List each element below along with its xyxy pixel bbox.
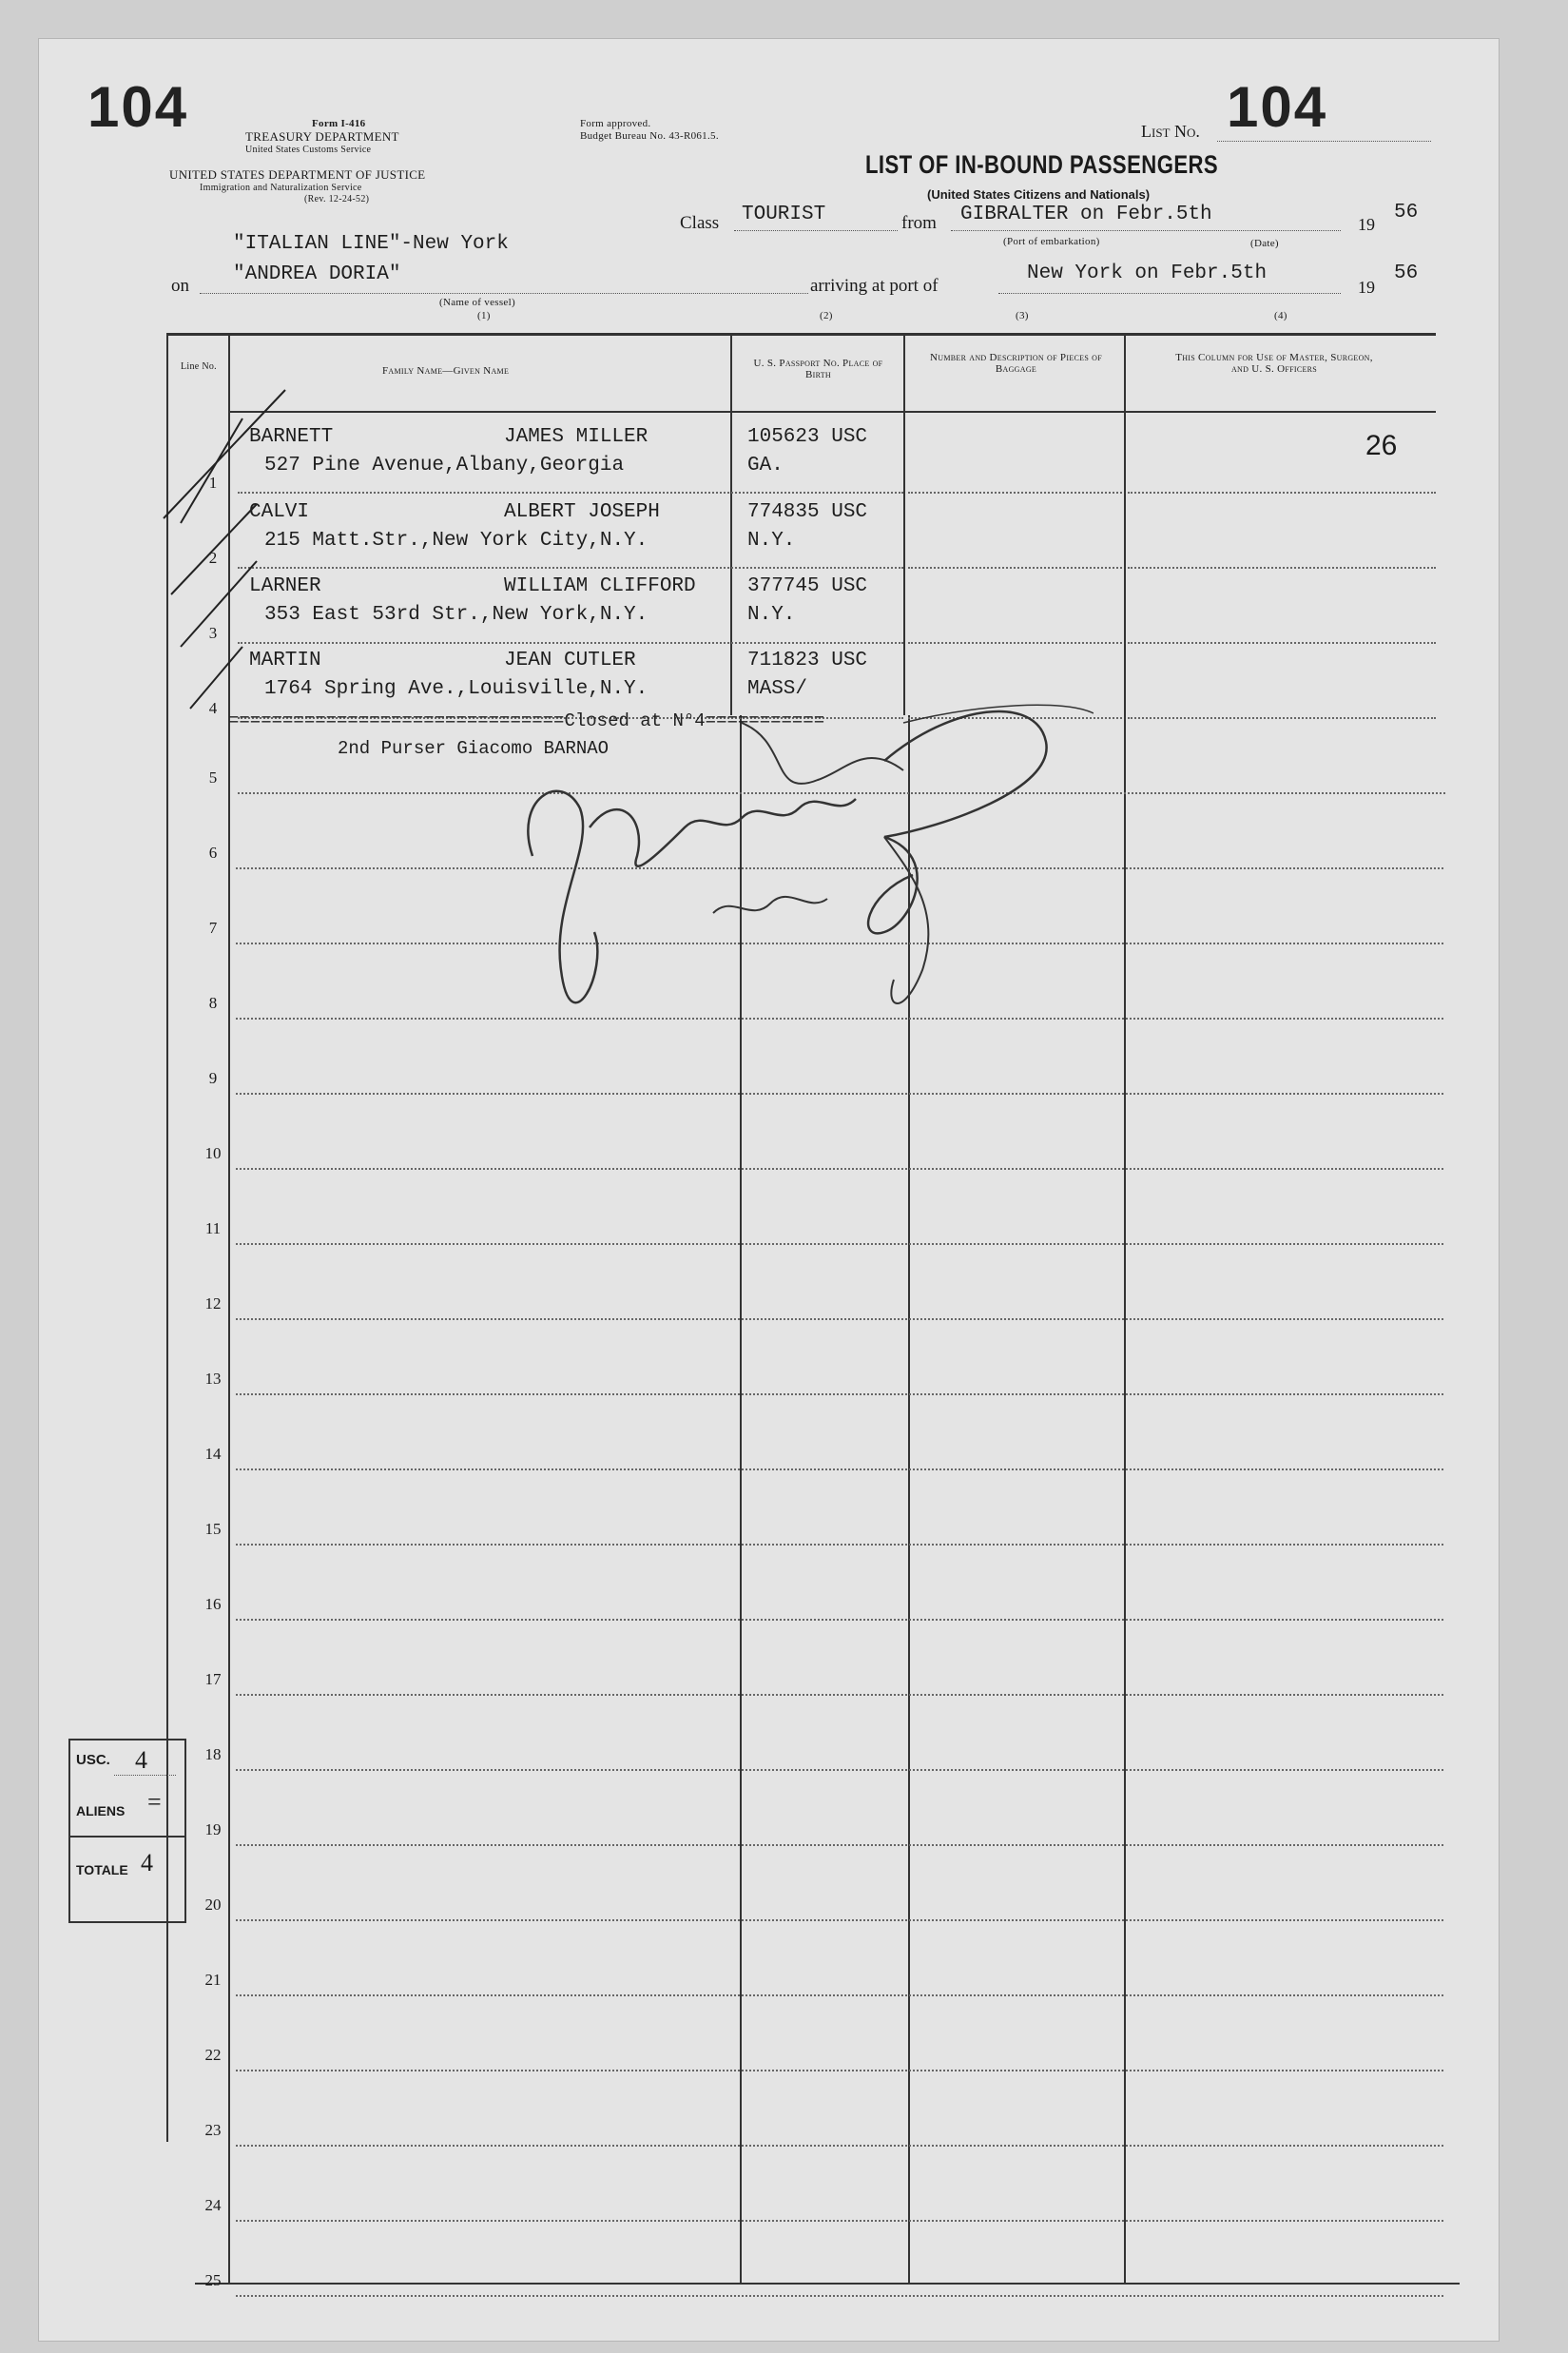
line-number: 23 (204, 2121, 222, 2139)
row-guide-line (1128, 642, 1436, 644)
from-label: from (901, 213, 937, 233)
shipping-line: "ITALIAN LINE"-New York (233, 233, 509, 255)
line-number: 16 (204, 1595, 222, 1613)
row-guide-line (908, 492, 1122, 494)
row-guide-line (238, 567, 903, 569)
list-no-label: List No. (1141, 122, 1200, 141)
check-mark-icon (152, 380, 295, 723)
row-guide-line (236, 1544, 1443, 1546)
row-guide-line (236, 1619, 1443, 1621)
row-guide-line (236, 1844, 1443, 1846)
line-number: 21 (204, 1971, 222, 1989)
justice-dept: UNITED STATES DEPARTMENT OF JUSTICE (169, 167, 426, 182)
line-number: 11 (204, 1219, 222, 1237)
passport-number: 711823 USC (747, 650, 868, 671)
place-of-birth: MASS/ (747, 678, 808, 700)
year-value-2: 56 (1394, 263, 1419, 284)
vessel-name: "ANDREA DORIA" (233, 263, 401, 285)
row-guide-line (236, 1243, 1443, 1245)
passenger-address: 215 Matt.Str.,New York City,N.Y. (264, 530, 648, 552)
row-guide-line (236, 1994, 1443, 1996)
passenger-family-name: CALVI (249, 501, 310, 523)
header-officers: This Column for Use of Master, Surgeon, and U. S. Officers (1175, 352, 1373, 375)
line-number: 13 (204, 1370, 222, 1388)
stamp-number-left: 104 (87, 75, 189, 139)
header-line-no: Line No. (181, 361, 217, 372)
row-guide-line (236, 1093, 1443, 1095)
line-number: 3 (208, 624, 218, 642)
total-label: TOTALE (76, 1862, 128, 1877)
embarkation-value: GIBRALTER on Febr.5th (960, 204, 1212, 225)
column-index-2: (2) (820, 310, 833, 321)
line-number: 5 (208, 768, 218, 787)
customs-service: United States Customs Service (245, 145, 372, 155)
passenger-given-name: ALBERT JOSEPH (504, 501, 660, 523)
line-number: 24 (204, 2196, 222, 2214)
class-label: Class (680, 213, 720, 233)
year-value-1: 56 (1394, 202, 1419, 224)
line-number: 7 (208, 919, 218, 937)
passenger-given-name: WILLIAM CLIFFORD (504, 575, 696, 597)
form-approved: Form approved. (580, 118, 651, 129)
row-guide-line (908, 567, 1122, 569)
passenger-address: 1764 Spring Ave.,Louisville,N.Y. (264, 678, 648, 700)
class-underline (734, 230, 898, 231)
officer-note: 26 (1365, 430, 1398, 461)
total-value: 4 (141, 1849, 153, 1877)
baggage-column-divider (1124, 335, 1126, 2283)
line-number: 19 (204, 1820, 222, 1838)
row-guide-line (1128, 492, 1436, 494)
usc-value: 4 (135, 1746, 147, 1774)
row-guide-line (236, 1468, 1443, 1470)
passenger-given-name: JAMES MILLER (504, 426, 648, 448)
list-no-underline (1217, 141, 1431, 142)
row-guide-line (1128, 567, 1436, 569)
passport-number: 105623 USC (747, 426, 868, 448)
vessel-caption: (Name of vessel) (439, 297, 515, 308)
row-guide-line (236, 1769, 1443, 1771)
header-name: Family Name—Given Name (382, 365, 510, 377)
row-guide-line (236, 1393, 1443, 1395)
line-number: 17 (204, 1670, 222, 1688)
passenger-family-name: LARNER (249, 575, 321, 597)
arrival-port-value: New York on Febr.5th (1027, 263, 1268, 284)
totals-divider (68, 1836, 184, 1838)
row-guide-line (236, 2295, 1443, 2297)
place-of-birth: N.Y. (747, 530, 796, 552)
usc-underline (114, 1775, 176, 1776)
row-guide-line (236, 2070, 1443, 2071)
row-guide-line (238, 642, 903, 644)
line-number: 15 (204, 1520, 222, 1538)
treasury-dept: TREASURY DEPARTMENT (245, 129, 399, 144)
line-number: 6 (208, 844, 218, 862)
closed-line: ===============================Closed at N°4=========== (228, 710, 825, 731)
line-number: 12 (204, 1294, 222, 1313)
row-guide-line (236, 2220, 1443, 2222)
embarkation-underline (951, 230, 1341, 231)
vessel-underline (200, 293, 808, 294)
row-guide-line (236, 1919, 1443, 1921)
line-number: 2 (208, 549, 218, 567)
line-number: 4 (208, 699, 218, 717)
passport-number: 377745 USC (747, 575, 868, 597)
line-number: 18 (204, 1745, 222, 1763)
row-guide-line (236, 2145, 1443, 2147)
passenger-address: 353 East 53rd Str.,New York,N.Y. (264, 604, 648, 626)
document-title: LIST OF IN-BOUND PASSENGERS (865, 150, 1219, 179)
passport-column-divider (903, 335, 905, 715)
date-caption: (Date) (1250, 238, 1279, 249)
port-embarkation-caption: (Port of embarkation) (1003, 236, 1100, 247)
row-guide-line (236, 1168, 1443, 1170)
year-prefix-2: 19 (1358, 278, 1375, 297)
row-guide-line (236, 1318, 1443, 1320)
line-number: 10 (204, 1144, 222, 1162)
line-number: 22 (204, 2046, 222, 2064)
row-guide-line (238, 492, 903, 494)
line-number: 25 (204, 2271, 222, 2289)
stamp-number-right: 104 (1227, 75, 1328, 139)
arrival-underline (998, 293, 1341, 294)
passenger-family-name: MARTIN (249, 650, 321, 671)
column-index-3: (3) (1016, 310, 1029, 321)
document-subtitle: (United States Citizens and Nationals) (927, 187, 1151, 202)
row-guide-line (1128, 717, 1436, 719)
passenger-family-name: BARNETT (249, 426, 334, 448)
table-bottom-border (195, 2283, 1460, 2285)
line-number: 14 (204, 1445, 222, 1463)
on-label: on (171, 276, 189, 296)
name-column-divider (730, 335, 732, 715)
line-number: 9 (208, 1069, 218, 1087)
passenger-given-name: JEAN CUTLER (504, 650, 636, 671)
line-number: 1 (208, 474, 218, 492)
line-number: 8 (208, 994, 218, 1012)
header-passport: U. S. Passport No. Place of Birth (753, 358, 883, 380)
passenger-address: 527 Pine Avenue,Albany,Georgia (264, 455, 625, 476)
budget-bureau: Budget Bureau No. 43-R061.5. (580, 130, 719, 142)
year-prefix-1: 19 (1358, 215, 1375, 234)
place-of-birth: N.Y. (747, 604, 796, 626)
form-number: Form I-416 (312, 118, 366, 129)
column-index-1: (1) (477, 310, 491, 321)
ins-service: Immigration and Naturalization Service (200, 183, 362, 193)
passport-number: 774835 USC (747, 501, 868, 523)
place-of-birth: GA. (747, 455, 784, 476)
aliens-value: = (147, 1788, 162, 1816)
purser-name: 2nd Purser Giacomo BARNAO (338, 738, 610, 759)
officer-signature (504, 685, 1094, 1084)
column-index-4: (4) (1274, 310, 1287, 321)
class-value: TOURIST (742, 204, 826, 225)
table-header-border (228, 411, 1436, 413)
line-number: 20 (204, 1896, 222, 1914)
header-baggage: Number and Description of Pieces of Baggage (930, 352, 1102, 375)
arriving-label: arriving at port of (810, 276, 939, 296)
revision-date: (Rev. 12-24-52) (304, 194, 370, 204)
usc-label: USC. (76, 1752, 110, 1768)
row-guide-line (908, 642, 1122, 644)
table-top-border (166, 333, 1436, 336)
aliens-label: ALIENS (76, 1803, 126, 1818)
row-guide-line (236, 1694, 1443, 1696)
